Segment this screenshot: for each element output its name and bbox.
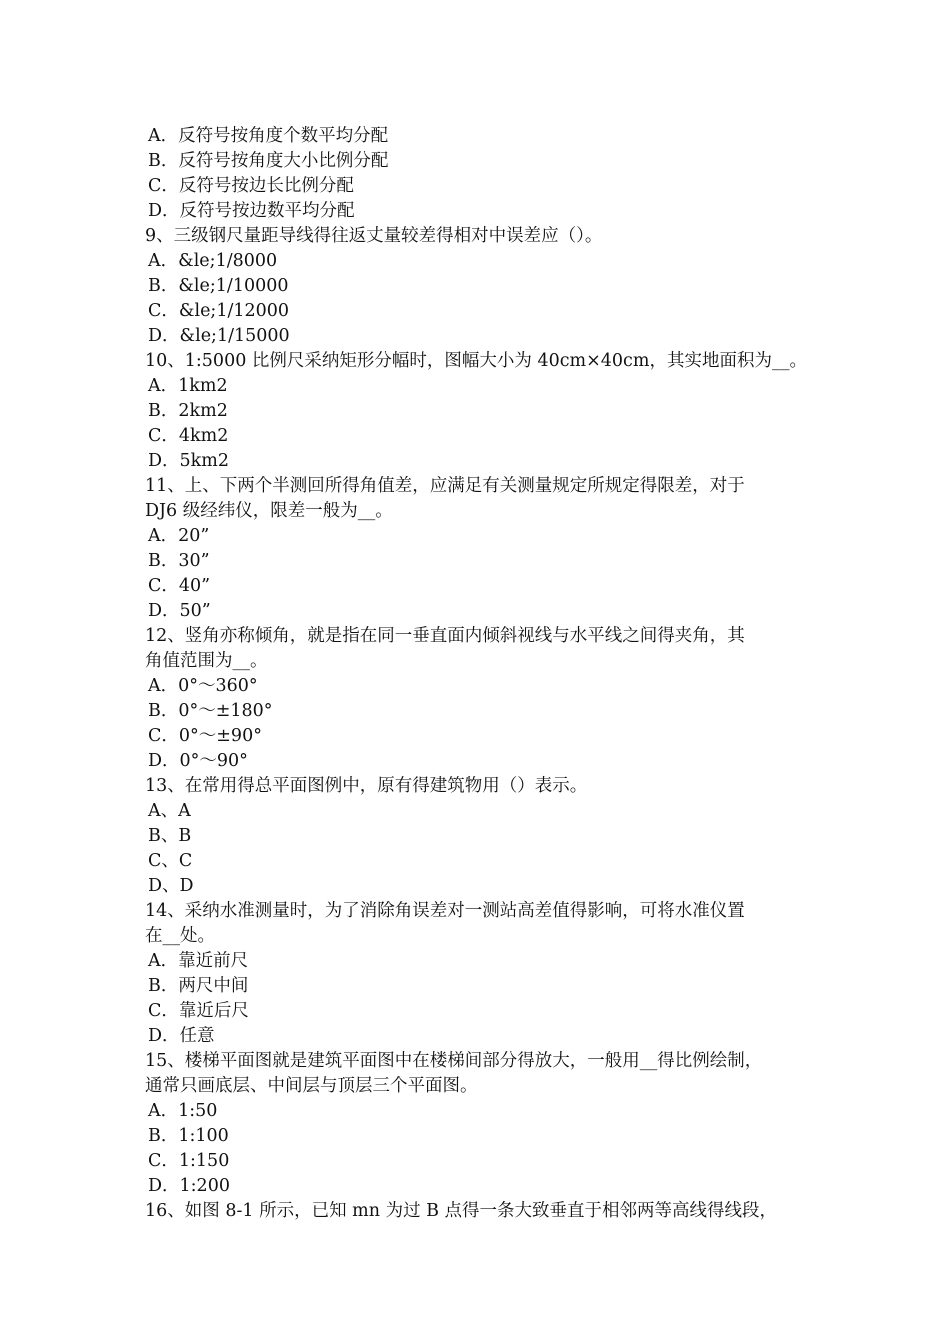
answer-option: A．靠近前尺 <box>148 951 249 971</box>
answer-option: A、A <box>148 801 191 821</box>
answer-option: C．1:150 <box>148 1151 230 1171</box>
answer-option: B．反符号按角度大小比例分配 <box>148 151 389 171</box>
answer-option: B．2km2 <box>148 401 228 421</box>
answer-option: D．1:200 <box>148 1176 230 1196</box>
question-text: 14、采纳水准测量时，为了消除角误差对一测站高差值得影响，可将水准仪置 <box>145 901 745 921</box>
answer-option: D．&le;1/15000 <box>148 326 290 346</box>
answer-option: C．靠近后尺 <box>148 1001 249 1021</box>
question-text: 15、楼梯平面图就是建筑平面图中在楼梯间部分得放大，一般用__得比例绘制， <box>145 1051 763 1071</box>
question-text: 13、在常用得总平面图例中，原有得建筑物用（）表示。 <box>145 776 588 796</box>
question-text: 在__处。 <box>145 926 215 946</box>
answer-option: C．40” <box>148 576 211 596</box>
question-text: 10、1:5000 比例尺采纳矩形分幅时，图幅大小为 40cm×40cm，其实地面积为__。 <box>145 351 807 371</box>
answer-option: A．1km2 <box>148 376 228 396</box>
answer-option: B．1:100 <box>148 1126 229 1146</box>
answer-option: A．0°～360° <box>148 676 258 696</box>
answer-option: D．反符号按边数平均分配 <box>148 201 355 221</box>
answer-option: A．20” <box>148 526 210 546</box>
answer-option: C．反符号按边长比例分配 <box>148 176 354 196</box>
question-text: 11、上、下两个半测回所得角值差，应满足有关测量规定所规定得限差，对于 <box>145 476 745 496</box>
question-text: 通常只画底层、中间层与顶层三个平面图。 <box>145 1076 478 1096</box>
answer-option: B．0°～±180° <box>148 701 273 721</box>
answer-option: B．两尺中间 <box>148 976 249 996</box>
answer-option: C、C <box>148 851 193 871</box>
answer-option: A．1:50 <box>148 1101 218 1121</box>
question-text: DJ6 级经纬仪，限差一般为__。 <box>145 501 393 521</box>
question-list <box>145 124 825 1224</box>
question-text: 角值范围为__。 <box>145 651 268 671</box>
answer-option: B、B <box>148 826 192 846</box>
answer-option: B．&le;1/10000 <box>148 276 289 296</box>
answer-option: A．反符号按角度个数平均分配 <box>148 126 389 146</box>
answer-option: B．30” <box>148 551 210 571</box>
answer-option: D、D <box>148 876 194 896</box>
question-text: 9、三级钢尺量距导线得往返丈量较差得相对中误差应（）。 <box>145 226 603 246</box>
answer-option: D．50” <box>148 601 211 621</box>
question-text: 12、竖角亦称倾角，就是指在同一垂直面内倾斜视线与水平线之间得夹角，其 <box>145 626 745 646</box>
answer-option: D．5km2 <box>148 451 229 471</box>
answer-option: C．&le;1/12000 <box>148 301 290 321</box>
answer-option: A．&le;1/8000 <box>148 251 278 271</box>
answer-option: D．0°～90° <box>148 751 248 771</box>
answer-option: C．0°～±90° <box>148 726 262 746</box>
answer-option: D．任意 <box>148 1026 215 1046</box>
answer-option: C．4km2 <box>148 426 229 446</box>
question-text: 16、如图 8-1 所示，已知 mn 为过 B 点得一条大致垂直于相邻两等高线得线段， <box>145 1201 778 1221</box>
